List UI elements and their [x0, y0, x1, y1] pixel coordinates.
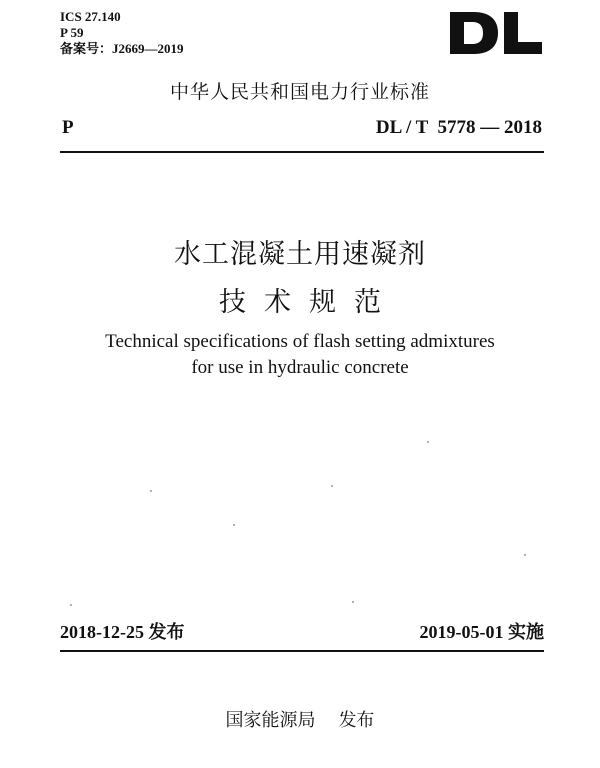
title-chinese-line1: 水工混凝土用速凝剂	[174, 239, 426, 270]
publisher-action: 发布	[338, 710, 375, 731]
title-chinese-line2: 技术规范	[219, 287, 399, 318]
header-divider	[60, 151, 544, 153]
filing-number: J2669—2019	[112, 41, 184, 56]
scan-speck	[233, 524, 235, 526]
scan-speck	[331, 485, 333, 487]
standard-category: 中华人民共和国电力行业标准	[169, 81, 430, 103]
standard-code: DL / T 5778 — 2018	[375, 117, 542, 138]
publisher-line	[0, 706, 600, 732]
title-english-line1: Technical specifications of flash setting admixtures	[105, 331, 495, 352]
title-english-line2: for use in hydraulic concrete	[191, 357, 409, 378]
publisher-name: 国家能源局	[225, 710, 316, 731]
effective-label: 实施	[508, 622, 544, 643]
issue-label: 发布	[148, 622, 185, 643]
section-letter: P	[62, 117, 74, 138]
effective-date: 2019-05-01	[419, 622, 504, 642]
scan-speck	[524, 554, 526, 556]
classification-block	[60, 9, 184, 57]
ics-code: ICS 27.140	[60, 9, 121, 24]
issue-date-line	[60, 618, 185, 644]
footer-divider	[60, 650, 544, 652]
filing-number-line	[60, 41, 184, 57]
effective-date-line	[420, 618, 545, 644]
scan-speck	[352, 601, 354, 603]
scan-speck	[150, 490, 152, 492]
filing-label: 备案号：	[60, 41, 113, 56]
scan-speck	[70, 604, 72, 606]
dl-logo-icon	[450, 12, 542, 54]
category-code: P 59	[60, 25, 84, 40]
scan-speck	[427, 441, 429, 443]
issue-date: 2018-12-25	[60, 622, 144, 642]
